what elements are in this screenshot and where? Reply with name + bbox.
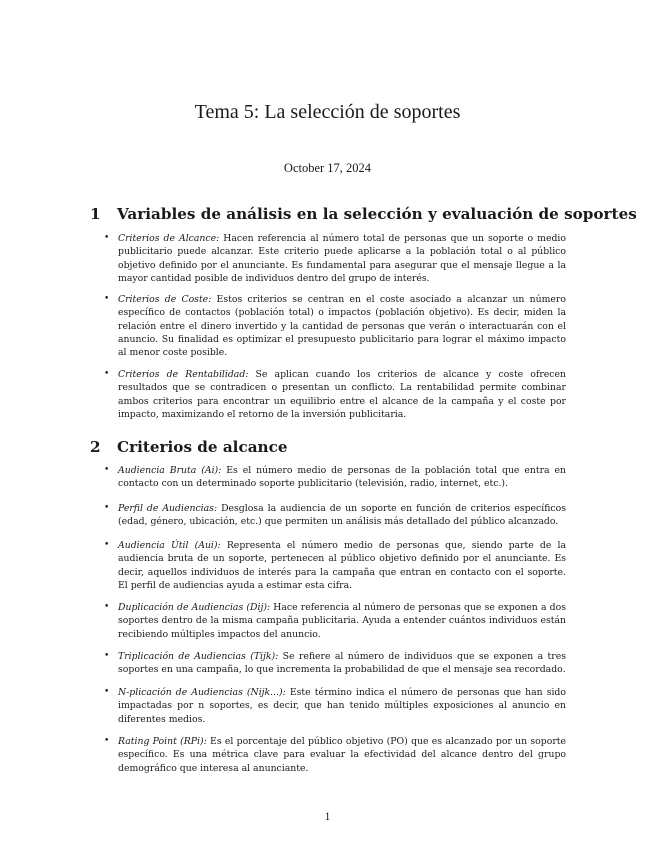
item-text: Este término indica el número de personas que han sido impactadas por n soportes, es decir, que han tenido múltiples exposiciones al anuncio en diferentes medios. [118,687,566,725]
list-item [104,650,566,677]
item-text: Hacen referencia al número total de personas que un soporte o medio publicitario puede alcanzar. Este criterio puede aplicarse a la población total o al público objetivo definido por el anunciante. Es fundamental para asegurar que el mensaje llegue a la mayor cantidad posible de individuos dentro del grupo de interés. [118,233,566,284]
list-item [104,502,566,529]
item-text: Estos criterios se centran en el coste asociado a alcanzar un número específico de contactos (población total) o impactos (población objetivo). Es decir, miden la relación entre el dinero invertido y la cantidad de personas que verán o interactuarán con el anuncio. Su finalidad es optimizar el presupuesto publicitario para lograr el máximo impacto al menor coste posible. [118,294,566,359]
document-title: Tema 5: La selección de soportes [194,101,461,123]
bullet-icon: • [104,540,110,550]
list-item [104,735,566,775]
bullet-icon: • [104,503,110,513]
item-term: Rating Point (RPi): [118,736,207,747]
page-number: 1 [324,811,331,823]
bullet-icon: • [104,369,110,379]
list-item [104,368,566,421]
item-term: Perfil de Audiencias: [118,503,218,514]
item-term: Audiencia Útil (Aui): [118,540,221,551]
item-text: Desglosa la audiencia de un soporte en función de criterios específicos (edad, género, ubicación, etc.) que permiten un análisis más detallado del público alcanzado. [118,503,566,528]
item-text: Se refiere al número de individuos que se exponen a tres soportes en una campaña, lo que incrementa la probabilidad de que el mensaje sea recordado. [118,651,566,676]
item-term: Triplicación de Audiencias (Tijk): [118,651,279,662]
list-item [104,601,566,641]
section-heading [90,204,637,224]
bullet-icon: • [104,294,110,304]
section-number: 2 [90,438,101,456]
bullet-icon: • [104,465,110,475]
item-term: Criterios de Alcance: [118,233,220,244]
list-item [104,539,566,592]
item-term: Criterios de Rentabilidad: [118,369,249,380]
section-title: Variables de análisis en la selección y evaluación de soportes [117,205,637,223]
list-item [104,232,566,285]
item-text: Hace referencia al número de personas que se exponen a dos soportes dentro de la misma campaña publicitaria. Ayuda a entender cuántos individuos están recibiendo múltiples impactos del anuncio. [118,602,566,640]
list-item [104,293,566,359]
item-text: Es el número medio de personas de la población total que entra en contacto con un determinado soporte publicitario (televisión, radio, internet, etc.). [118,465,566,490]
bullet-icon: • [104,687,110,697]
item-term: Criterios de Coste: [118,294,212,305]
section-title: Criterios de alcance [117,438,288,456]
section-heading [90,437,570,457]
bullet-icon: • [104,651,110,661]
document-date: October 17, 2024 [283,161,372,175]
list-item [104,686,566,726]
list-item [104,464,566,491]
item-term: N-plicación de Audiencias (Nijk...): [118,687,286,698]
bullet-icon: • [104,233,110,243]
item-term: Duplicación de Audiencias (Dij): [118,602,271,613]
bullet-icon: • [104,736,110,746]
item-term: Audiencia Bruta (Ai): [118,465,222,476]
item-text: Se aplican cuando los criterios de alcance y coste ofrecen resultados que se contradicen o presentan un conflicto. La rentabilidad permite combinar ambos criterios para encontrar un equilibrio entre el alcance de la campaña y el coste por impacto, maximizando el retorno de la inversión publicitaria. [118,369,566,420]
section-number: 1 [90,205,101,223]
item-text: Es el porcentaje del público objetivo (PO) que es alcanzado por un soporte específico. Es una métrica clave para evaluar la efectividad del alcance dentro del grupo demográfico que interesa al anunciante. [118,736,566,774]
item-text: Representa el número medio de personas que, siendo parte de la audiencia bruta de un soporte, pertenecen al público objetivo definido por el anunciante. Es decir, aquellos individuos de interés para la campaña que entran en contacto con el soporte. El perfil de audiencias ayuda a estimar esta cifra. [118,540,567,591]
bullet-icon: • [104,602,110,612]
